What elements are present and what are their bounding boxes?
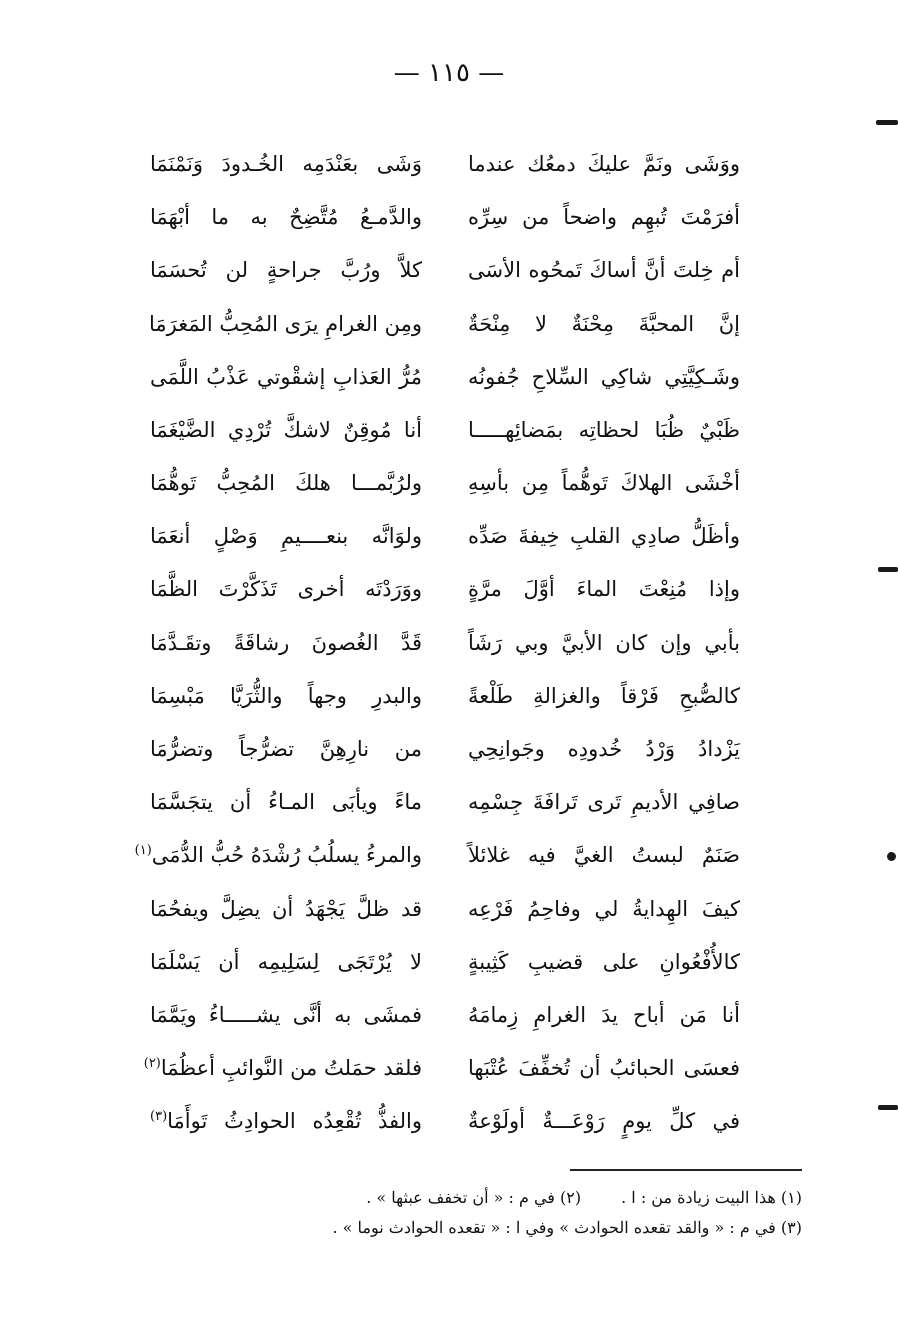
verse-row <box>150 457 740 510</box>
verse-first-hemistich: أفرَمْتَ تُبهِم واضحاً من سِرِّه <box>468 205 740 230</box>
verse-row <box>150 723 740 776</box>
margin-mark-top <box>876 120 898 125</box>
verse-first-hemistich: ووَشَى ونَمَّ عليكَ دمعُك عندما <box>468 151 740 176</box>
verse-second-hemistich-text: والدَّمـعُ مُتَّضِحٌ به ما أبْهَمَا <box>150 205 422 230</box>
verse-first-hemistich: أم خِلتَ أنَّ أساكَ تَمحُوه الأسَى <box>468 258 740 283</box>
verse-second-hemistich <box>150 949 422 976</box>
verse-second-hemistich <box>150 683 422 710</box>
verse-second-hemistich-text: لا يُرْتَجَى لِسَلِيمِه أن يَسْلَمَا <box>150 949 422 974</box>
verse-second-hemistich-text: مُرُّ العَذابِ إشقْوتي عَذْبُ اللَّمَى <box>150 364 422 389</box>
verse-first-hemistich: إنَّ المحبَّةَ مِحْنَةٌ لا مِنْحَةٌ <box>468 311 740 336</box>
footnote-marker: (٢) <box>143 1056 161 1072</box>
verse-second-hemistich-text: من نارِهِنَّ تضرُّجاً وتضرُّمَا <box>150 737 422 761</box>
verse-second-hemistich <box>150 789 422 816</box>
verse-second-hemistich <box>150 151 422 178</box>
verse-row <box>150 883 740 936</box>
margin-mark-bottom <box>878 1105 898 1110</box>
verse-first-hemistich: صَنَمٌ لبستُ الغيَّ فيه غلائلاً <box>468 843 740 868</box>
verse-row <box>150 617 740 670</box>
verse-second-hemistich-text: ماءً ويأبَى المـاءُ أن يتجَسَّمَا <box>150 790 422 815</box>
margin-mark-middle <box>878 567 898 572</box>
verse-second-hemistich <box>150 204 422 231</box>
verse-row <box>150 244 740 297</box>
verse-second-hemistich <box>150 1002 422 1029</box>
verse-second-hemistich-text: ومِن الغرامِ يرَى المُحِبُّ المَغرَمَا <box>148 311 422 336</box>
verse-second-hemistich-text: ولوَانَّه بنعــــيمِ وَصْلٍ أنعَمَا <box>150 524 422 549</box>
verse-second-hemistich <box>150 736 422 763</box>
verse-first-hemistich: وشَـكِيَّتِي شاكِي السِّلاحِ جُفونُه <box>468 364 740 389</box>
verse-second-hemistich-text: وَشَى بعَنْدَمِه الخُـدودَ وَنَمْنَمَا <box>150 151 422 176</box>
verse-row <box>150 404 740 457</box>
footnotes <box>182 1183 802 1243</box>
verse-second-hemistich <box>150 1108 422 1135</box>
verse-second-hemistich-text: كلاَّ ورُبَّ جراحةٍ لن تُحسَمَا <box>150 258 422 283</box>
footnote-3: (٣) في م : « والقد تقعده الحوادث » وفي ا : « تقعده الحوادث نوما » . <box>332 1218 802 1237</box>
verse-first-hemistich: وإذا مُنِعْتَ الماءَ أوَّلَ مرَّةٍ <box>468 577 740 602</box>
verse-second-hemistich-text: والفذُّ تُقْعِدُه الحوادِثُ تَوأَمَا <box>167 1109 422 1134</box>
verse-first-hemistich: كيفَ الهِدايةُ لي وفاحِمُ فَرْعِه <box>468 896 740 921</box>
verse-row <box>150 191 740 244</box>
verse-second-hemistich <box>150 257 422 284</box>
verse-second-hemistich <box>150 311 422 338</box>
verse-second-hemistich <box>150 630 422 657</box>
footnote-marker: (١) <box>134 843 152 859</box>
verse-second-hemistich-text: قَدَّ الغُصونَ رشاقَةً وتقَـدَّمَا <box>150 630 422 655</box>
verse-row <box>143 1042 740 1095</box>
verse-second-hemistich <box>150 523 422 550</box>
verse-first-hemistich: أنا مَن أباح يدَ الغرامِ زِمامَهُ <box>468 1002 740 1027</box>
verse-first-hemistich: أخْشَى الهلاكَ تَوهُّماً مِن بأسِهِ <box>468 471 740 496</box>
verse-row <box>150 351 740 404</box>
verse-first-hemistich: ظَبْيٌ ظُبَا لحظاتِه بمَضائِهـــــا <box>468 417 740 442</box>
verse-second-hemistich-text: أنا مُوقِنٌ لاشكَّ تُرْدِي الضَّيْغَمَا <box>150 417 422 442</box>
verse-row <box>150 776 740 829</box>
verse-second-hemistich-text: والمرءُ يسلُبُ رُشْدَهُ حُبُّ الدُّمَى <box>151 843 422 868</box>
margin-dot <box>887 852 896 861</box>
verse-row <box>150 670 740 723</box>
verse-row <box>150 510 740 563</box>
footnote-marker: (٣) <box>150 1109 168 1125</box>
footnote-line-2 <box>182 1213 802 1243</box>
verse-row <box>150 564 740 617</box>
verse-second-hemistich <box>150 417 422 444</box>
footnote-divider <box>570 1169 802 1171</box>
footnote-1: (١) هذا البيت زيادة من : ا . <box>621 1188 802 1207</box>
verse-row <box>134 829 740 882</box>
verse-second-hemistich-text: ولرُبَّمـــا هلكَ المُحِبُّ تَوهُّمَا <box>150 471 422 496</box>
verse-second-hemistich <box>143 1055 422 1082</box>
verse-second-hemistich <box>134 842 422 869</box>
verse-second-hemistich-text: ووَرَدْتَه أخرى تَذَكَّرْتَ الظَّمَا <box>150 577 422 602</box>
verse-first-hemistich: وأظَلُّ صادِي القلبِ خِيفةَ صَدِّه <box>468 524 740 549</box>
footnote-line-1 <box>182 1183 802 1213</box>
page-number: — ١١٥ — <box>393 58 505 88</box>
verse-row <box>150 298 740 351</box>
verse-row <box>150 989 740 1042</box>
verse-second-hemistich <box>150 364 422 391</box>
verse-first-hemistich: كالصُّبحِ فَرْقاً والغزالةِ طَلْعةً <box>468 683 740 708</box>
verse-second-hemistich-text: فلقد حمَلتُ من النَّوائبِ أعظُمَا <box>160 1056 422 1081</box>
verse-row <box>150 936 740 989</box>
verse-second-hemistich <box>150 896 422 923</box>
poem <box>134 138 740 1149</box>
verse-first-hemistich: صافِي الأديمِ تَرى تَرافَةَ جِسْمِه <box>468 790 740 815</box>
verse-second-hemistich <box>150 576 422 603</box>
footnote-2: (٢) في م : « أن تخفف عبثها » . <box>366 1188 582 1207</box>
verse-first-hemistich: فعسَى الحبائبُ أن تُخفِّفَ عُتْبَها <box>468 1056 740 1081</box>
verse-second-hemistich-text: فمشَى به أنَّى يشـــــاءُ ويَمَّمَا <box>150 1002 422 1027</box>
verse-first-hemistich: بأبي وإن كان الأبيَّ وبي رَشَاً <box>468 630 740 655</box>
verse-second-hemistich <box>150 470 422 497</box>
verse-second-hemistich-text: قد ظلَّ يَجْهَدُ أن يضِلَّ ويفحُمَا <box>150 896 422 921</box>
verse-first-hemistich: يَزْدادُ وَرْدُ خُدودِه وجَوانِحِي <box>468 737 740 761</box>
verse-second-hemistich-text: والبدرِ وجهاً والثُّرَيَّا مَبْسِمَا <box>150 683 422 708</box>
verse-row <box>150 1095 740 1148</box>
verse-first-hemistich: في كلِّ يومٍ رَوْعَـــةٌ أولَوْعةٌ <box>468 1109 740 1134</box>
verse-first-hemistich: كالأُفْعُوانِ على قضيبِ كَثِيبةٍ <box>468 949 740 974</box>
verse-row <box>150 138 740 191</box>
